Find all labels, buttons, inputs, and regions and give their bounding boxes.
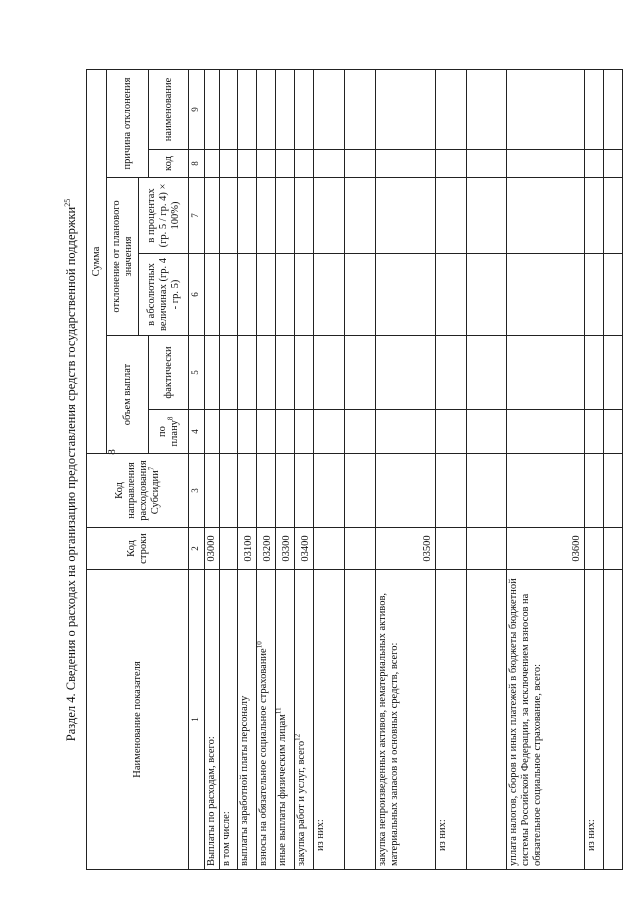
value-cell[interactable] (205, 178, 220, 254)
row-label-text: закупка работ и услуг, всего (296, 740, 307, 866)
value-cell[interactable] (220, 410, 238, 454)
row-line-code: 03600 (507, 528, 585, 570)
data-rows (205, 69, 623, 869)
value-cell[interactable] (295, 454, 314, 528)
row-line-code: 03300 (276, 528, 295, 570)
table-row (467, 69, 507, 869)
row-line-code (345, 528, 376, 570)
table-row (238, 69, 257, 869)
column-number: 2 (189, 528, 205, 570)
column-number: 8 (189, 150, 205, 178)
column-number: 5 (189, 336, 205, 410)
value-cell[interactable] (257, 150, 276, 178)
table-row (376, 69, 436, 869)
header-direction-code (87, 454, 189, 528)
value-cell[interactable] (467, 69, 507, 149)
value-cell[interactable] (604, 454, 623, 528)
header-line-code: Код строки (87, 528, 189, 570)
value-cell[interactable] (604, 254, 623, 336)
row-label (604, 570, 623, 870)
value-cell[interactable] (276, 178, 295, 254)
header-direction-code-text: Код направления расходования Субсидии (113, 460, 161, 521)
value-cell[interactable] (376, 69, 436, 149)
row-label-text: из них: (586, 819, 597, 851)
value-cell[interactable] (276, 454, 295, 528)
row-label (507, 570, 585, 870)
row-label (238, 570, 257, 870)
value-cell[interactable] (436, 69, 467, 149)
value-cell[interactable] (276, 150, 295, 178)
row-label-text: выплаты заработной платы персоналу (239, 695, 250, 866)
header-sum: Сумма (87, 69, 107, 453)
row-line-code (604, 528, 623, 570)
value-cell[interactable] (276, 69, 295, 149)
value-cell[interactable] (314, 150, 345, 178)
value-cell[interactable] (345, 254, 376, 336)
value-cell[interactable] (238, 336, 257, 410)
value-cell[interactable] (585, 410, 604, 454)
column-number: 6 (189, 254, 205, 336)
row-label-text: взносы на обязательное социальное страхование (258, 648, 269, 866)
value-cell[interactable] (467, 454, 507, 528)
row-label-text: из них: (315, 819, 326, 851)
value-cell[interactable] (436, 410, 467, 454)
value-cell[interactable] (276, 336, 295, 410)
value-cell[interactable] (220, 178, 238, 254)
value-cell[interactable] (376, 336, 436, 410)
column-number: 9 (189, 69, 205, 149)
row-label (314, 570, 345, 870)
value-cell[interactable] (436, 454, 467, 528)
value-cell[interactable] (220, 69, 238, 149)
row-label-text: из них: (437, 819, 448, 851)
row-line-code: 03500 (376, 528, 436, 570)
value-cell[interactable] (585, 254, 604, 336)
value-cell[interactable] (238, 150, 257, 178)
table-row (585, 69, 604, 869)
value-cell[interactable] (585, 454, 604, 528)
row-label (276, 570, 295, 870)
row-footnote: 11 (274, 707, 283, 715)
value-cell[interactable] (314, 178, 345, 254)
row-label (467, 570, 507, 870)
table-row (257, 69, 276, 869)
value-cell[interactable] (205, 69, 220, 149)
header-by-plan-footnote: 8 (166, 416, 174, 421)
value-cell[interactable] (376, 410, 436, 454)
value-cell[interactable] (376, 254, 436, 336)
value-cell[interactable] (507, 150, 585, 178)
header-reason-name: наименование (149, 69, 189, 149)
column-number: 1 (189, 570, 205, 870)
value-cell[interactable] (604, 69, 623, 149)
header-direction-code-footnote: 7 (147, 466, 155, 471)
header-reason-code: код (149, 150, 189, 178)
value-cell[interactable] (585, 336, 604, 410)
table-row (604, 69, 623, 869)
row-label-text: Выплаты по расходам, всего: (206, 736, 217, 866)
row-label-text: уплата налогов, сборов и иных платежей в бюджеты бюджетной системы Российской Федерации, за исключением взносов на обязательное социальное страхование, всего: (508, 578, 543, 866)
value-cell[interactable] (436, 336, 467, 410)
value-cell[interactable] (604, 178, 623, 254)
value-cell[interactable] (436, 254, 467, 336)
header-actual: фактически (149, 336, 189, 410)
row-line-code (220, 528, 238, 570)
value-cell[interactable] (345, 69, 376, 149)
value-cell[interactable] (585, 69, 604, 149)
row-label (376, 570, 436, 870)
value-cell[interactable] (257, 69, 276, 149)
row-line-code (436, 528, 467, 570)
value-cell[interactable] (345, 336, 376, 410)
value-cell[interactable] (376, 178, 436, 254)
table-row (220, 69, 238, 869)
row-line-code (314, 528, 345, 570)
table-row (276, 69, 295, 869)
column-number-row (189, 69, 205, 869)
table-row (205, 69, 220, 869)
value-cell[interactable] (507, 178, 585, 254)
row-label (220, 570, 238, 870)
value-cell[interactable] (295, 410, 314, 454)
value-cell[interactable] (220, 336, 238, 410)
value-cell[interactable] (467, 254, 507, 336)
header-name: Наименование показателя (87, 570, 189, 870)
value-cell[interactable] (585, 178, 604, 254)
row-label (205, 570, 220, 870)
value-cell[interactable] (205, 410, 220, 454)
page-number: 8 (106, 449, 118, 455)
value-cell[interactable] (220, 454, 238, 528)
value-cell[interactable] (257, 410, 276, 454)
row-footnote: 12 (293, 733, 302, 741)
row-label (345, 570, 376, 870)
value-cell[interactable] (295, 254, 314, 336)
value-cell[interactable] (436, 178, 467, 254)
row-label (257, 570, 276, 870)
value-cell[interactable] (345, 178, 376, 254)
value-cell[interactable] (604, 336, 623, 410)
row-line-code (467, 528, 507, 570)
value-cell[interactable] (345, 150, 376, 178)
value-cell[interactable] (507, 254, 585, 336)
value-cell[interactable] (467, 150, 507, 178)
table-row (436, 69, 467, 869)
value-cell[interactable] (257, 254, 276, 336)
value-cell[interactable] (238, 454, 257, 528)
table-row (314, 69, 345, 869)
value-cell[interactable] (467, 336, 507, 410)
value-cell[interactable] (507, 454, 585, 528)
row-label (436, 570, 467, 870)
value-cell[interactable] (295, 69, 314, 149)
value-cell[interactable] (467, 410, 507, 454)
value-cell[interactable] (345, 410, 376, 454)
header-volume: объем выплат (107, 336, 149, 454)
value-cell[interactable] (314, 410, 345, 454)
header-by-plan (149, 410, 189, 454)
value-cell[interactable] (345, 454, 376, 528)
value-cell[interactable] (604, 410, 623, 454)
row-label (585, 570, 604, 870)
value-cell[interactable] (205, 336, 220, 410)
row-line-code: 03400 (295, 528, 314, 570)
section-title (60, 70, 82, 870)
value-cell[interactable] (295, 336, 314, 410)
section-title-footnote: 25 (62, 198, 72, 207)
value-cell[interactable] (276, 410, 295, 454)
value-cell[interactable] (376, 454, 436, 528)
value-cell[interactable] (314, 336, 345, 410)
value-cell[interactable] (220, 150, 238, 178)
row-label (295, 570, 314, 870)
value-cell[interactable] (507, 69, 585, 149)
value-cell[interactable] (314, 254, 345, 336)
header-by-plan-text: по плану (156, 420, 180, 447)
value-cell[interactable] (238, 178, 257, 254)
row-line-code: 03200 (257, 528, 276, 570)
value-cell[interactable] (205, 150, 220, 178)
value-cell[interactable] (376, 150, 436, 178)
value-cell[interactable] (276, 254, 295, 336)
value-cell[interactable] (507, 336, 585, 410)
table-row (507, 69, 585, 869)
row-line-code: 03100 (238, 528, 257, 570)
row-line-code: 03000 (205, 528, 220, 570)
value-cell[interactable] (314, 454, 345, 528)
row-footnote: 10 (255, 641, 264, 649)
value-cell[interactable] (238, 410, 257, 454)
value-cell[interactable] (467, 178, 507, 254)
value-cell[interactable] (314, 69, 345, 149)
rotated-page-content (60, 70, 597, 870)
value-cell[interactable] (507, 410, 585, 454)
value-cell[interactable] (436, 150, 467, 178)
value-cell[interactable] (257, 454, 276, 528)
column-number: 7 (189, 178, 205, 254)
value-cell[interactable] (257, 336, 276, 410)
value-cell[interactable] (295, 178, 314, 254)
value-cell[interactable] (604, 150, 623, 178)
table-row (295, 69, 314, 869)
value-cell[interactable] (585, 150, 604, 178)
table-row (345, 69, 376, 869)
section-title-text: Раздел 4. Сведения о расходах на организацию предоставления средств государственной поддержки (64, 206, 78, 742)
value-cell[interactable] (220, 254, 238, 336)
value-cell[interactable] (205, 254, 220, 336)
value-cell[interactable] (295, 150, 314, 178)
value-cell[interactable] (205, 454, 220, 528)
row-line-code (585, 528, 604, 570)
value-cell[interactable] (257, 178, 276, 254)
expenses-table (86, 69, 623, 870)
header-dev-pct: в процентах (гр. 5 / гр. 4) × 100%) (139, 178, 189, 254)
header-reason: причина отклонения (107, 69, 149, 177)
column-number: 4 (189, 410, 205, 454)
column-number: 3 (189, 454, 205, 528)
value-cell[interactable] (238, 69, 257, 149)
header-dev-abs: в абсолютных величинах (гр. 4 - гр. 5) (139, 254, 189, 336)
row-label-text: закупка непроизведенных активов, нематериальных активов, материальных запасов и основных средств, всего: (377, 592, 400, 866)
row-label-text: в том числе: (221, 811, 232, 866)
header-deviation: отклонение от планового значения (107, 178, 139, 336)
row-label-text: иные выплаты физическим лицам (277, 714, 288, 866)
value-cell[interactable] (238, 254, 257, 336)
